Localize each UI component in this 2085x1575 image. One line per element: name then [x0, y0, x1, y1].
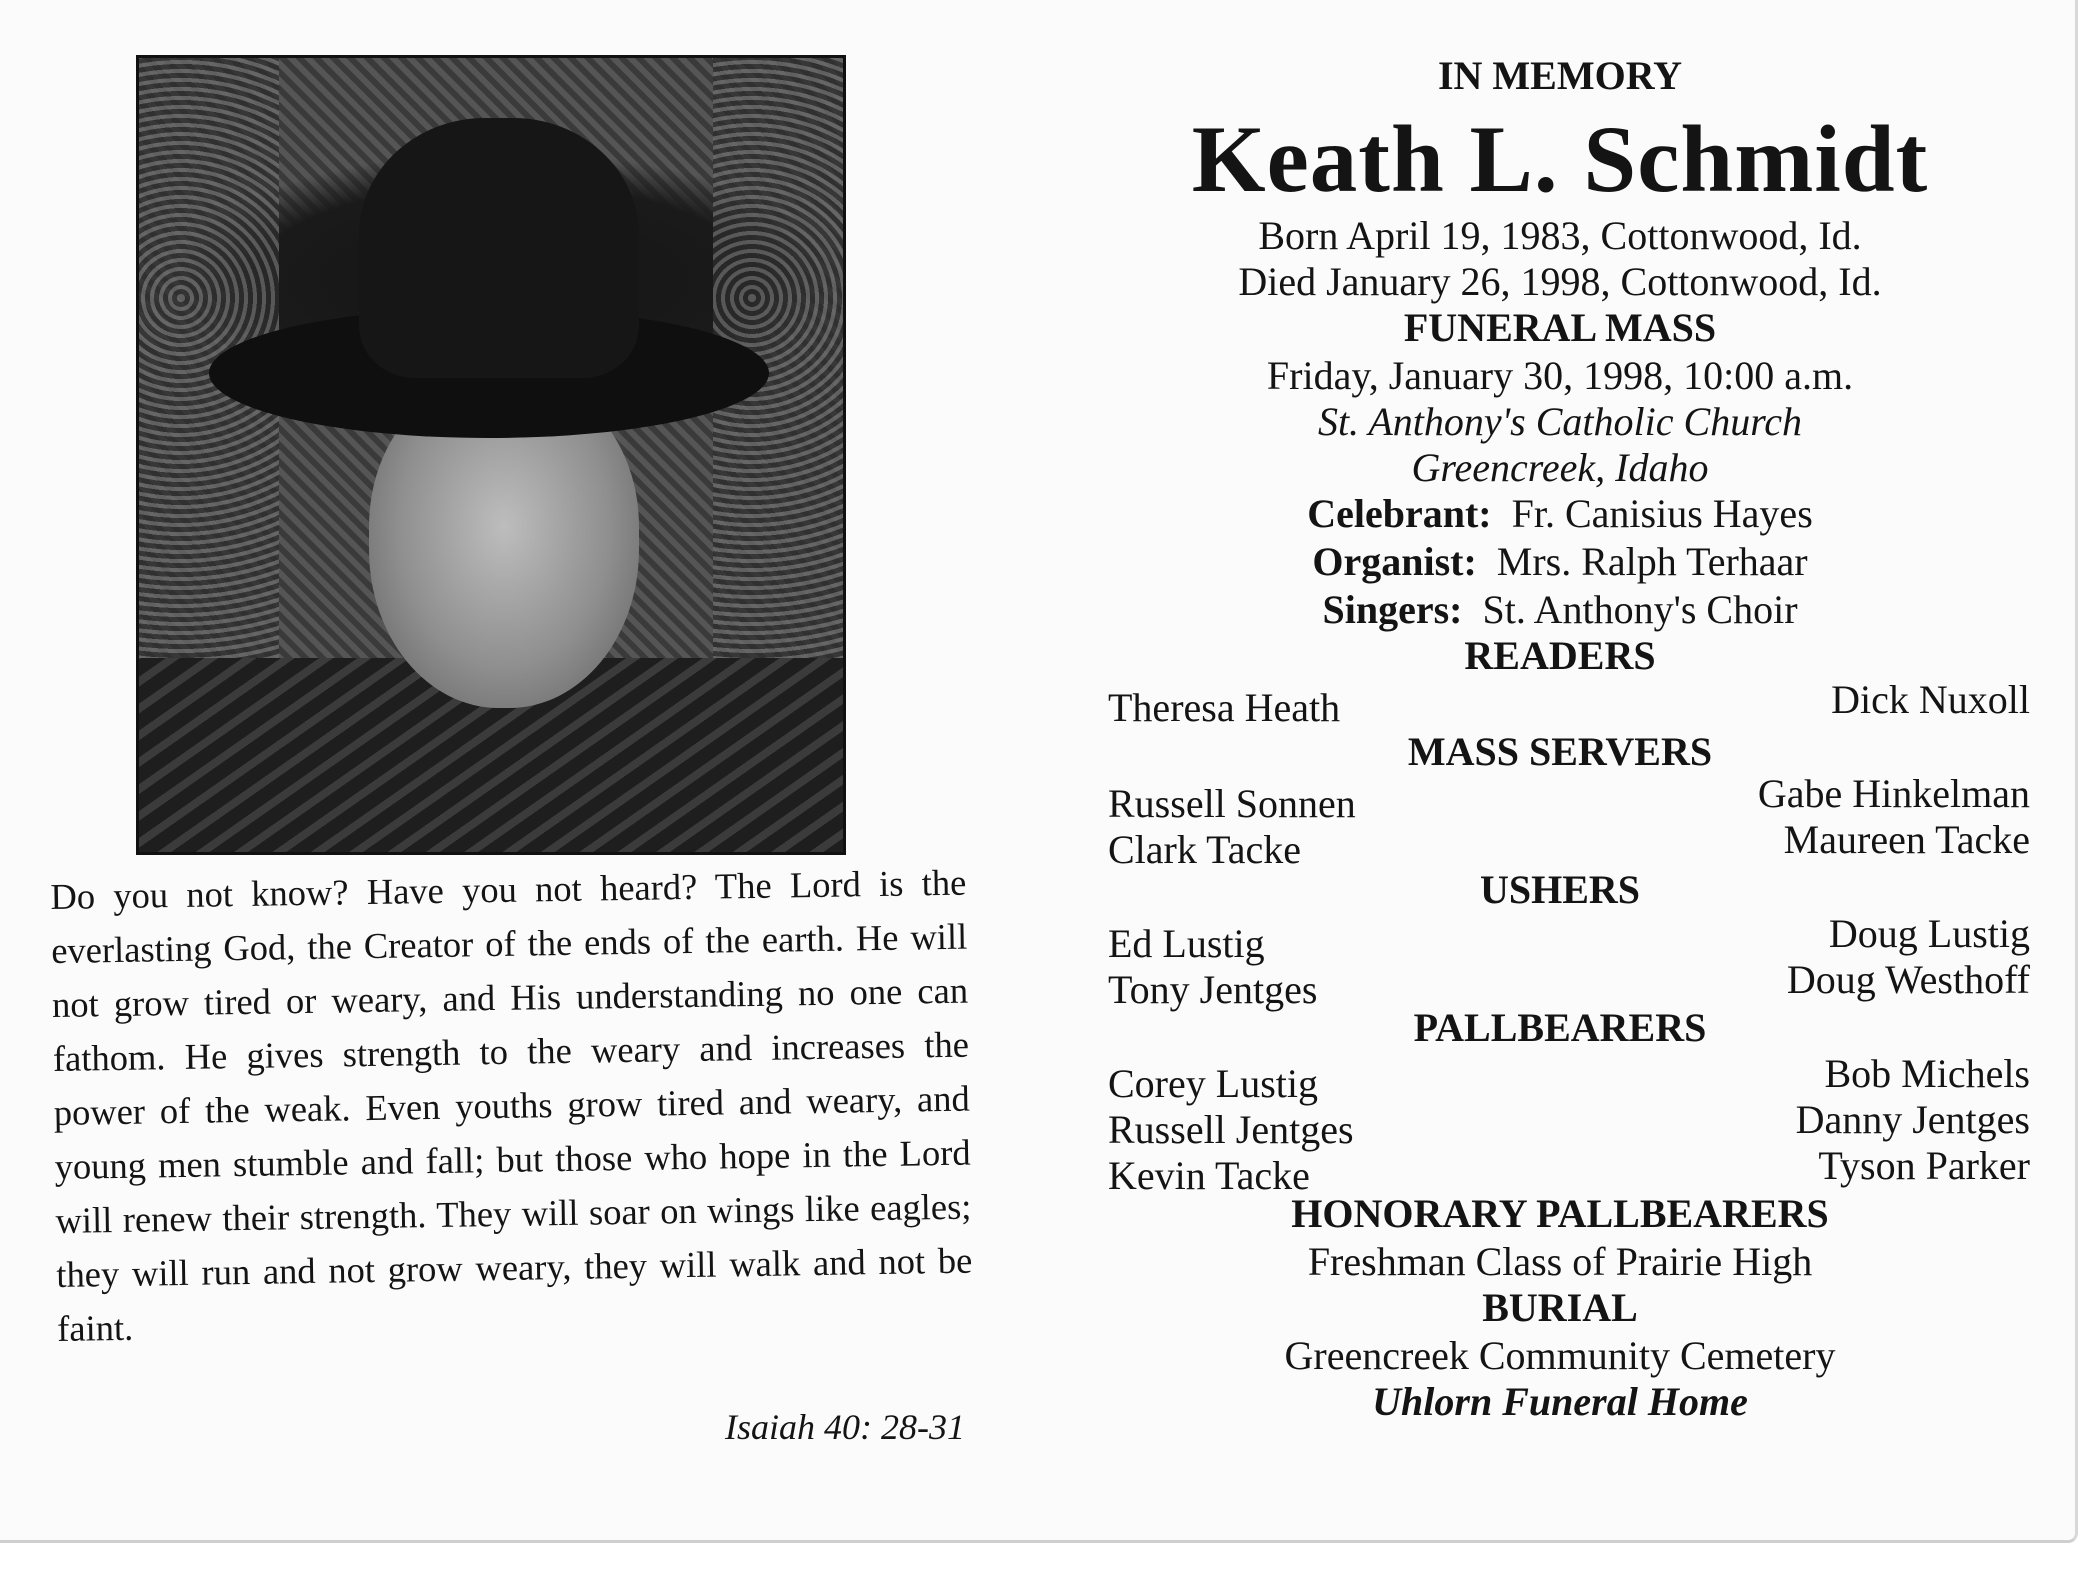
deceased-name: Keath L. Schmidt — [1191, 106, 1929, 212]
server-name: Russell Sonnen — [1108, 781, 1356, 826]
singers-line — [1100, 586, 2020, 633]
pallbearer-name: Danny Jentges — [1795, 1097, 2030, 1142]
death-line: Died January 26, 1998, Cottonwood, Id. — [1238, 259, 1882, 304]
usher-name: Tony Jentges — [1108, 967, 1318, 1012]
scripture-verse: Do you not know? Have you not heard? The Lord is the everlasting God, the Creator of the ends of the earth. He will not grow tired or weary, and His understanding no one can fathom. He gives strength to the weary and increases the power of the weak. Even youths grow tired and weary, and young men stumble and fall; but those who hope in the Lord will renew their strength. They will soar on wings like eagles; they will run and not grow weary, they will walk and not be faint. — [50, 861, 973, 1349]
pallbearer-name: Russell Jentges — [1108, 1107, 1354, 1152]
server-name: Gabe Hinkelman — [1757, 771, 2030, 816]
reader-name: Theresa Heath — [1108, 685, 1341, 730]
usher-name: Doug Lustig — [1828, 911, 2030, 956]
mass-datetime: Friday, January 30, 1998, 10:00 a.m. — [1266, 353, 1854, 398]
pallbearers-heading: PALLBEARERS — [1413, 1005, 1707, 1050]
burial-heading: BURIAL — [1482, 1285, 1638, 1330]
usher-name: Ed Lustig — [1108, 921, 1265, 966]
celebrant-label: Celebrant: — [1307, 491, 1492, 536]
church-name: St. Anthony's Catholic Church — [1317, 399, 1803, 444]
scripture-citation: Isaiah 40: 28-31 — [725, 1407, 965, 1447]
in-memory-heading: IN MEMORY — [1437, 53, 1683, 98]
pallbearer-name: Corey Lustig — [1108, 1061, 1318, 1106]
funeral-home: Uhlorn Funeral Home — [1372, 1379, 1748, 1424]
reader-name: Dick Nuxoll — [1831, 677, 2030, 722]
church-location: Greencreek, Idaho — [1411, 445, 1709, 490]
birth-line: Born April 19, 1983, Cottonwood, Id. — [1258, 213, 1862, 258]
organist-label: Organist: — [1312, 539, 1477, 584]
portrait-photo — [136, 55, 846, 855]
singers-label: Singers: — [1322, 587, 1463, 632]
celebrant-line — [1100, 490, 2020, 537]
usher-name: Doug Westhoff — [1786, 957, 2030, 1002]
readers-heading: READERS — [1464, 633, 1656, 678]
hat-crown-shape — [359, 118, 639, 378]
mass-servers-heading: MASS SERVERS — [1407, 729, 1713, 774]
ushers-heading: USHERS — [1479, 867, 1641, 912]
burial-location: Greencreek Community Cemetery — [1284, 1333, 1836, 1378]
organist-name: Mrs. Ralph Terhaar — [1496, 539, 1808, 584]
server-name: Maureen Tacke — [1783, 817, 2030, 862]
celebrant-name: Fr. Canisius Hayes — [1511, 491, 1813, 536]
singers-name: St. Anthony's Choir — [1482, 587, 1798, 632]
honorary-pallbearers-heading: HONORARY PALLBEARERS — [1291, 1191, 1829, 1236]
funeral-mass-heading: FUNERAL MASS — [1403, 305, 1717, 350]
pallbearer-name: Kevin Tacke — [1108, 1153, 1310, 1198]
pallbearer-name: Tyson Parker — [1818, 1143, 2030, 1188]
organist-line — [1100, 538, 2020, 585]
pallbearer-name: Bob Michels — [1824, 1051, 2030, 1096]
server-name: Clark Tacke — [1108, 827, 1302, 872]
honorary-pallbearers: Freshman Class of Prairie High — [1307, 1239, 1813, 1284]
